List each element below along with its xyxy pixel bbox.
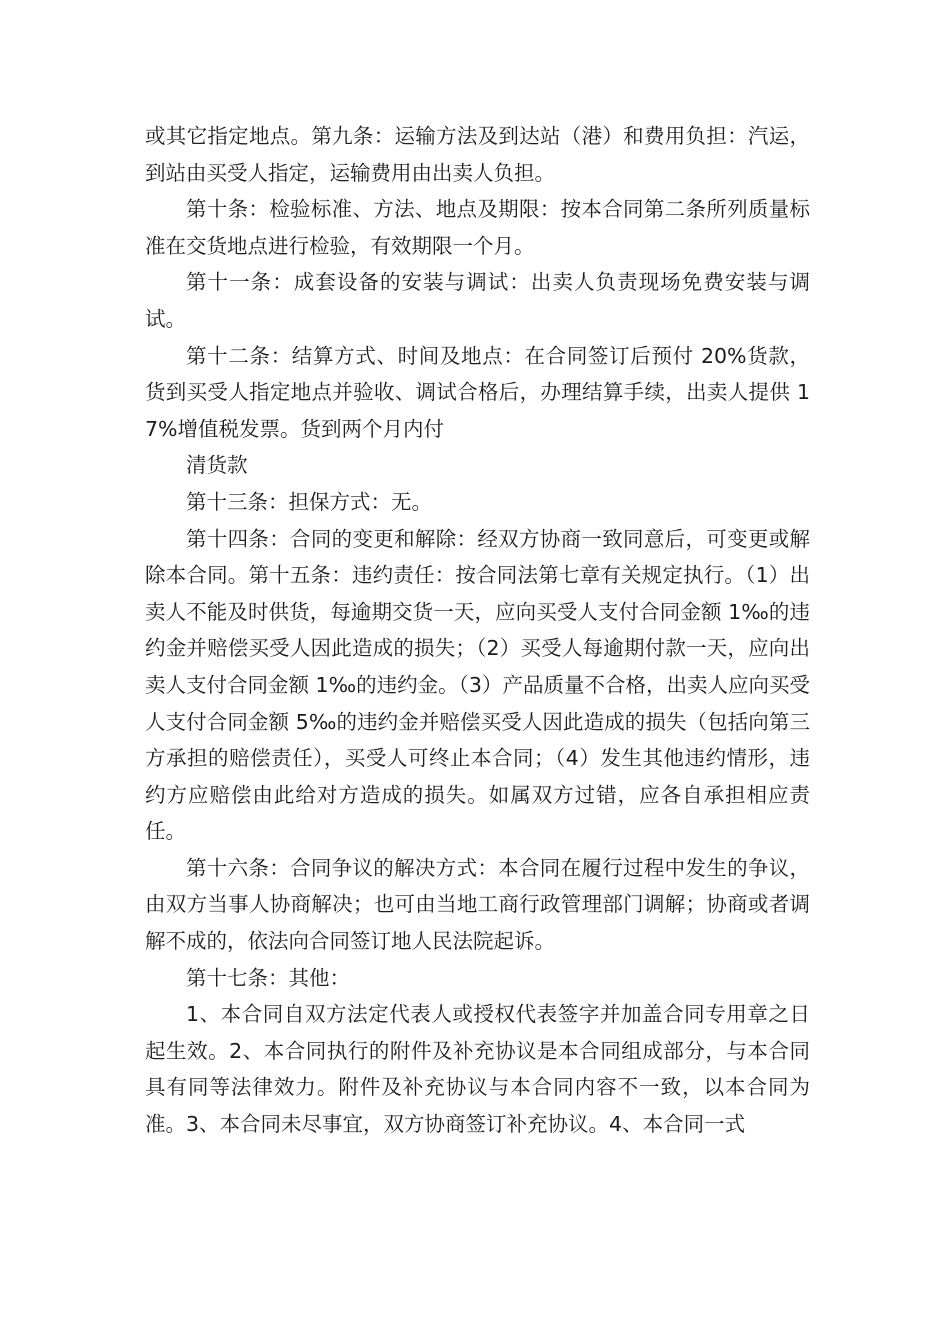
paragraph-clause-10: 第十条：检验标准、方法、地点及期限：按本合同第二条所列质量标准在交货地点进行检验，有效期限一个月。 [145,197,810,258]
paragraph-clause-11: 第十一条：成套设备的安装与调试：出卖人负责现场免费安装与调试。 [145,270,810,331]
paragraph-clause-17-items: 1、本合同自双方法定代表人或授权代表签字并加盖合同专用章之日起生效。2、本合同执行的附件及补充协议是本合同组成部分，与本合同具有同等法律效力。附件及补充协议与本合同内容不一致，以本合同为准。3、本合同未尽事宜，双方协商签订补充协议。4、本合同一式 [145,1002,810,1137]
paragraph-clause-17-heading: 第十七条：其他： [186,965,350,990]
paragraph-clause-14-15: 第十四条：合同的变更和解除：经双方协商一致同意后，可变更或解除本合同。第十五条：违约责任：按合同法第七章有关规定执行。（1）出卖人不能及时供货，每逾期交货一天，应向买受人支付合同金额 1‰的违约金并赔偿买受人因此造成的损失；（2）买受人每逾期付款一天，应向出卖人支付合同金额 1‰的违约金。（3）产品质量不合格，出卖人应向买受人支付合同金额 5‰的违约金并赔偿买受人因此造成的损失（包括向第三方承担的赔偿责任），买受人可终止本合同；（4）发生其他违约情形，违约方应赔偿由此给对方造成的损失。如属双方过错，应各自承担相应责任。 [145,526,810,844]
paragraph-clause-12-continued: 清货款 [186,453,248,478]
paragraph-clause-13: 第十三条：担保方式：无。 [186,489,432,514]
paragraph-clause-9: 或其它指定地点。第九条：运输方法及到达站（港）和费用负担：汽运，到站由买受人指定，运输费用由出卖人负担。 [145,124,810,185]
paragraph-clause-16: 第十六条：合同争议的解决方式：本合同在履行过程中发生的争议，由双方当事人协商解决；也可由当地工商行政管理部门调解；协商或者调解不成的，依法向合同签订地人民法院起诉。 [145,855,810,954]
document-body [145,118,810,1143]
paragraph-clause-12: 第十二条：结算方式、时间及地点：在合同签订后预付 20%货款，货到买受人指定地点并验收、调试合格后，办理结算手续，出卖人提供 17%增值税发票。货到两个月内付 [145,343,810,441]
